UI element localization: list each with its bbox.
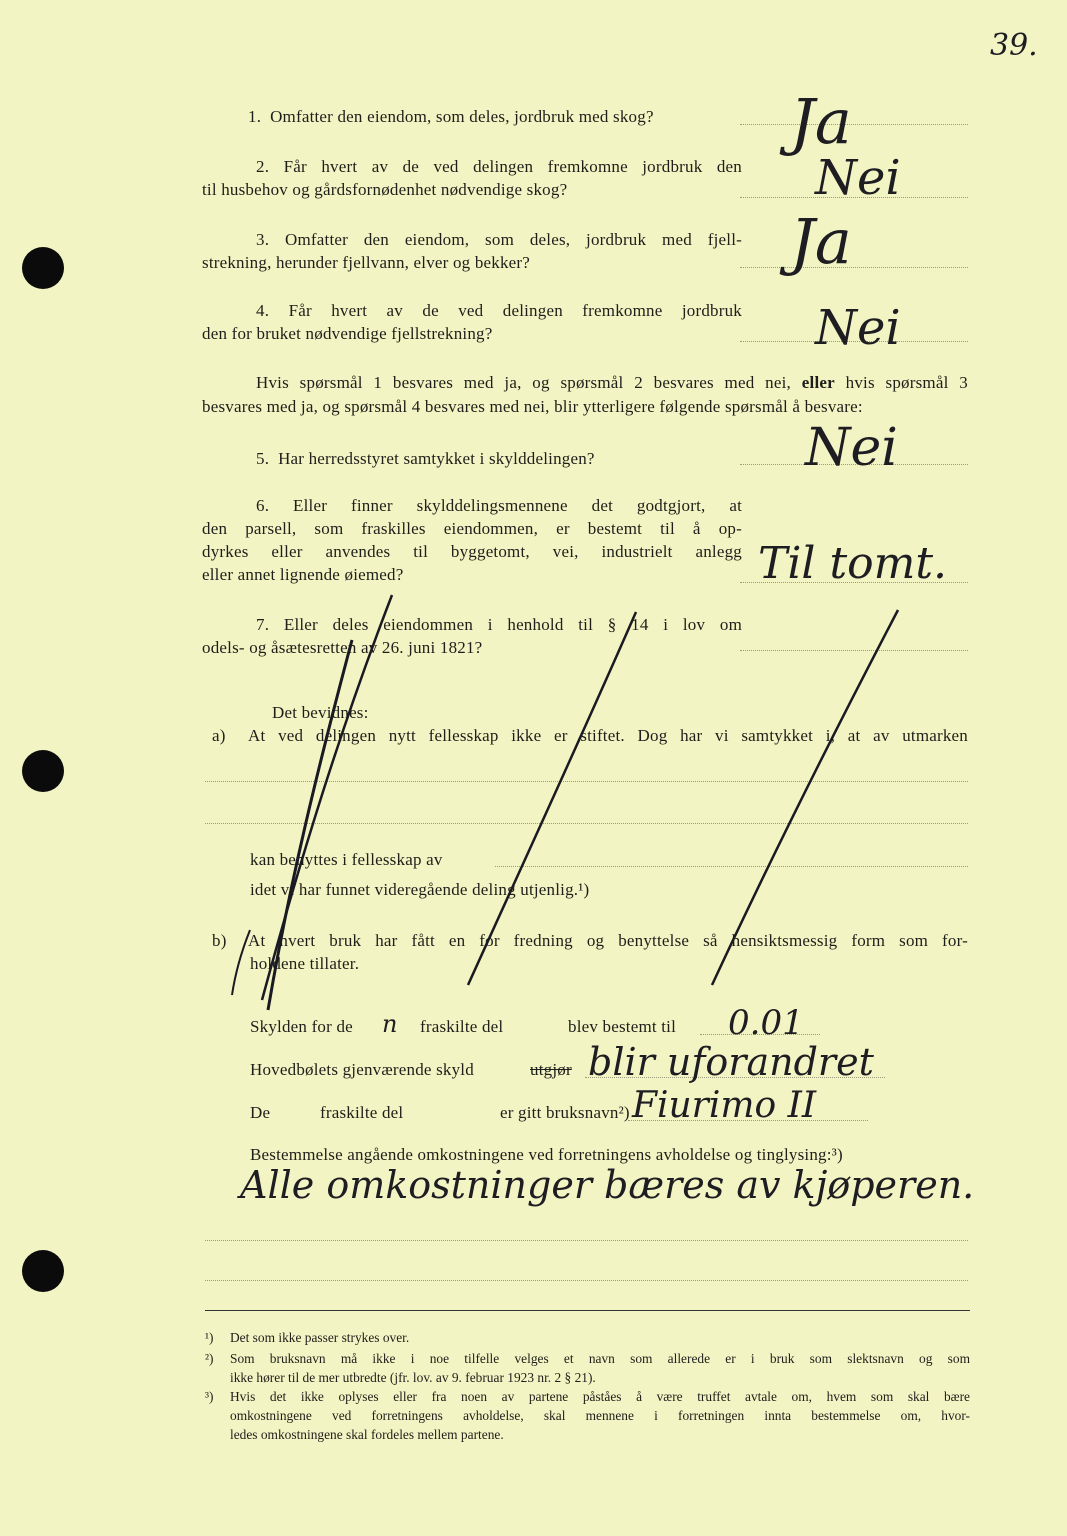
footnote-mark: ²) — [205, 1351, 214, 1366]
question-text-line: den for bruket nødvendige fjellstrekning? — [202, 324, 493, 343]
handwritten-answer: Nei — [805, 418, 898, 478]
stroke-line — [468, 612, 636, 985]
question-number: 7. — [256, 615, 270, 634]
footnote-text: Hvis det ikke oplyses eller fra noen av partene påståes å være truffet avtale om, hvem som skal bære — [230, 1389, 970, 1404]
handwritten-answer: Til tomt. — [758, 538, 948, 589]
question-text-line: Får hvert av de ved delingen fremkomne jordbruk — [288, 301, 742, 320]
handwritten-answer: Ja — [790, 85, 852, 158]
stroke-line — [268, 640, 352, 1010]
item-label: a) — [212, 726, 226, 745]
page-number: 39. — [990, 28, 1038, 63]
stroke-line — [712, 610, 898, 985]
question-text-line: Får hvert av de ved delingen fremkomne jordbruk den — [283, 157, 742, 176]
footnote-text: ledes omkostningene skal fordeles mellem partene. — [230, 1427, 504, 1442]
handwritten-answer: Nei — [815, 150, 901, 206]
struck-text: utgjør — [530, 1060, 572, 1079]
dotted-line — [205, 1240, 968, 1241]
question-text-line: Omfatter den eiendom, som deles, jordbruk med fjell- — [285, 230, 743, 249]
footnote-text: Det som ikke passer strykes over. — [230, 1330, 410, 1345]
handwritten-answer: Nei — [815, 300, 901, 356]
question-number: 3. — [256, 230, 270, 249]
question-text: Har herredsstyret samtykket i skylddelingen? — [278, 449, 595, 468]
question-text-line: til husbehov og gårdsfornødenhet nødvendige skog? — [202, 180, 568, 199]
question-number: 1. — [248, 107, 262, 126]
footnote-mark: ³) — [205, 1389, 214, 1404]
footnote-text: Som bruksnavn må ikke i noe tilfelle velges et navn som allerede er i bruk som slektsnavn og som — [230, 1351, 970, 1366]
footnote-text: ikke hører til de mer utbredte (jfr. lov. av 9. februar 1923 nr. 2 § 21). — [230, 1370, 596, 1385]
handwritten-entry: Alle omkostninger bæres av kjøperen. — [240, 1163, 975, 1207]
footnote-text: omkostningene ved forretningens avholdelse, skal mennene i forretningen innta bestemmelse om, hvor- — [230, 1408, 970, 1423]
item-label: b) — [212, 931, 227, 950]
handwritten-entry: 0.01 — [728, 1003, 804, 1043]
section-heading: Det bevidnes: — [272, 703, 369, 722]
handwritten-answer: Ja — [790, 205, 852, 278]
handwritten-entry: Fiurimo II — [632, 1085, 817, 1126]
handwritten-entry: n — [382, 1010, 398, 1038]
footnote-mark: ¹) — [205, 1330, 214, 1345]
stroke-line — [232, 930, 250, 995]
document-page: 39. 1. Omfatter den eiendom, som deles, jordbruk med skog? Ja 2. Får hvert av de ved delingen fremkomne jordbruk den til husbehov og gårdsfornødenhet nødvendige skog? Nei 3. Omfatter den eiendom, som deles, jordbruk med fjell- strekning, herunder fjellvann, elver og bekker? Ja 4. Får hvert av de ved delingen fremkomne jordbruk den for bruket nødvendige fjellstrekning? Nei Hvis spørsmål 1 besvares med ja, og spørsmål 2 besvares med nei, eller hvis spørsmål 3 besvares med ja, og spørsmål 4 besvares med nei, blir ytterligere følgende spørsmål å besvare: 5. Har herredsstyret samtykket i skylddelingen? Nei 6. Eller finner skylddelingsmennene det godtgjort, at den parsell, som fraskilles eiendommen, er bestemt til å op- dyrkes eller anvendes til byggetomt, vei, industrielt anlegg eller annet lignende øiemed? Til tomt. 7. Eller deles eiendommen i henhold til § 14 i lov om odels- og åsætesretten av 26. juni 1821? Det bevidnes: a) At ved delingen nytt fellesskap ikke er stiftet. Dog har vi samtykket i, at av utmarken kan benyttes i fellesskap av idet vi har funnet videregående deling utjenlig.¹) b) At hvert bruk har fått en for fredning og benyttelse så hensiktsmessig form som for- holdene tillater. Skylden for de n fraskilte del blev bestemt til 0.01 Hovedbølets gjenværende skyld utgjør blir uforandret De fraskilte del er gitt bruksnavn²) Fiurimo II Bestemmelse angående omkostningene ved forretningens avholdelse og tinglysing:³) Alle omkostninger bæres av kjøperen. ¹) Det som ikke passer strykes over. ²) Som bruksnavn må ikke i noe tilfelle velges et navn som allerede er i bruk som slektsnavn og som ikke hører til de mer utbredte (jfr. lov. av 9. februar 1923 nr. 2 § 21). ³) Hvis det ikke oplyses eller fra noen av partene påståes å være truffet avtale om, hvem som skal bære omkostningene ved forretningens avholdelse, skal mennene i forretningen innta bestemmelse om, hvor- ledes omkostningene skal fordeles mellem partene. — [0, 0, 1067, 1536]
question-number: 4. — [256, 301, 270, 320]
dotted-line — [205, 1280, 968, 1281]
question-number: 6. — [256, 496, 270, 515]
footnote-divider — [205, 1310, 970, 1311]
question-number: 2. — [256, 157, 270, 176]
question-text-line: strekning, herunder fjellvann, elver og bekker? — [202, 253, 531, 272]
handwritten-entry: blir uforandret — [588, 1040, 874, 1084]
question-text: Omfatter den eiendom, som deles, jordbruk med skog? — [270, 107, 654, 126]
question-number: 5. — [256, 449, 270, 468]
